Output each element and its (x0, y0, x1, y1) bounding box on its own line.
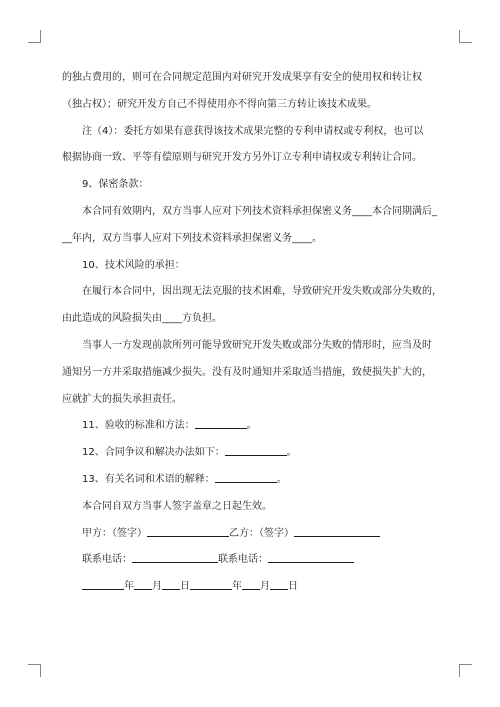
contact-a-label: 联系电话： (82, 554, 132, 566)
section-heading-risk: 10、技术风险的承担： (82, 259, 185, 271)
crop-mark-top-right (459, 30, 472, 43)
signature-row (62, 521, 442, 548)
blank-field (190, 580, 232, 590)
blank-field (270, 580, 288, 590)
punctuation: 。 (286, 447, 297, 459)
section-acceptance (62, 413, 442, 440)
crop-mark-bottom-left (28, 664, 41, 677)
note-line: 根据协商一致、平等有偿原则与研究开发方另外订立专利申请权或专利转让合同。 (62, 152, 422, 164)
body-line: 本合同有效期内，双方当事人应对下列技术资料承担保密义务____本合同期满后_ (82, 205, 437, 217)
contact-b-label: 联系电话： (218, 554, 268, 566)
section-heading-confidentiality: 9、保密条款： (82, 179, 149, 191)
section-label: 13、有关名词和术语的解释： (82, 473, 215, 485)
blank-field (225, 446, 287, 456)
crop-mark-top-left (28, 30, 41, 43)
punctuation: 。 (276, 473, 287, 485)
body-line: 当事人一方发现前款所列可能导致研究开发失败或部分失败的情形时，应当及时 (82, 339, 432, 351)
body-line: __年内，双方当事人应对下列技术资料承担保密义务____。 (62, 232, 322, 244)
month-label: 月 (152, 581, 162, 593)
blank-field (82, 580, 124, 590)
day-label: 日 (288, 581, 298, 593)
blank-field (242, 580, 260, 590)
note-line: 注（4）：委托方如果有意获得该技术成果完整的专利申请权或专利权，也可以 (82, 125, 424, 137)
month-label: 月 (260, 581, 270, 593)
body-line: 应就扩大的损失承担责任。 (62, 393, 182, 405)
contact-row (62, 547, 442, 574)
blank-field (162, 580, 180, 590)
year-label: 年 (232, 581, 242, 593)
body-line: 的独占费用的，则可在合同规定范围内对研究开发成果享有安全的使用权和转让权 (62, 72, 422, 83)
blank-field (268, 553, 354, 563)
punctuation: 。 (246, 420, 257, 432)
blank-field (195, 419, 247, 429)
blank-field (132, 553, 218, 563)
section-terms (62, 467, 442, 494)
body-line: 在履行本合同中，因出现无法克服的技术困难，导致研究开发失败或部分失败的， (82, 286, 442, 298)
body-line: （独占权）；研究开发方自己不得使用亦不得向第三方转让该技术成果。 (62, 98, 377, 110)
body-line: 由此造成的风险损失由____方负担。 (62, 313, 222, 325)
blank-field (294, 527, 380, 537)
crop-mark-bottom-right (459, 664, 472, 677)
date-row (62, 574, 442, 601)
blank-field (215, 473, 277, 483)
day-label: 日 (180, 581, 190, 593)
party-b-label: 乙方：（签字） (229, 527, 294, 539)
year-label: 年 (124, 581, 134, 593)
section-label: 12、合同争议和解决办法如下： (82, 447, 225, 459)
document-page (62, 65, 442, 601)
section-dispute (62, 440, 442, 467)
blank-field (147, 527, 229, 537)
section-label: 11、验收的标准和方法： (82, 420, 195, 432)
body-line: 通知另一方并采取措施减少损失。没有及时通知并采取适当措施，致使损失扩大的， (62, 366, 432, 378)
effective-clause: 本合同自双方当事人签字盖章之日起生效。 (82, 500, 272, 512)
blank-field (134, 580, 152, 590)
party-a-label: 甲方：（签字） (82, 527, 147, 539)
